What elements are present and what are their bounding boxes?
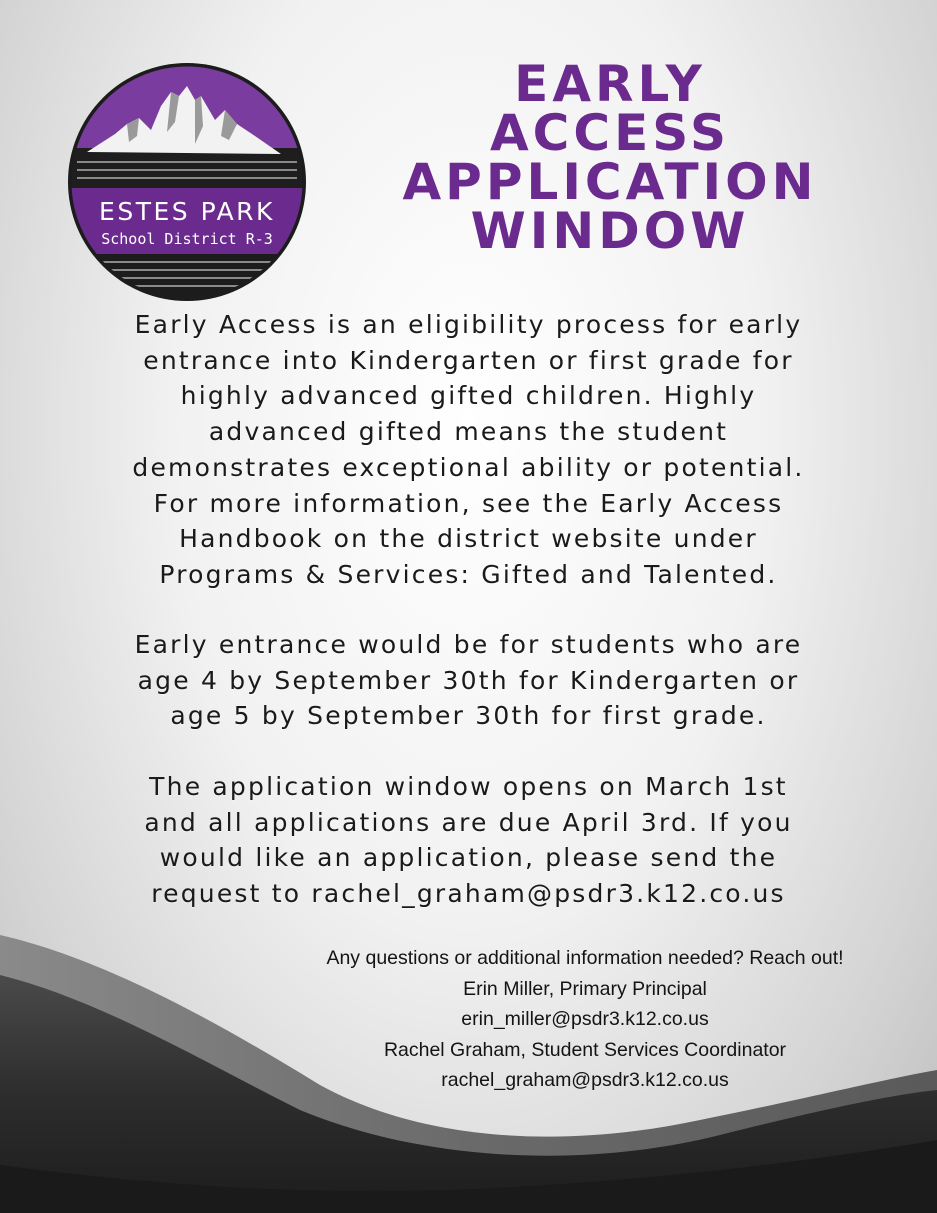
paragraph-line: Early entrance would be for students who are — [134, 630, 803, 659]
paragraph-line: highly advanced gifted children. Highly — [180, 381, 757, 411]
title-line: APPLICATION — [402, 153, 818, 211]
page-title — [330, 55, 890, 260]
title-line: ACCESS — [489, 104, 730, 162]
paragraph-line: entrance into Kindergarten or first grade for — [143, 345, 794, 375]
paragraph-line: age 4 by September 30th for Kindergarten or — [137, 665, 800, 695]
contact-prompt: Any questions or additional information needed? Reach out! — [326, 947, 844, 969]
paragraph-line: and all applications are due April 3rd. If you — [144, 807, 793, 837]
logo-name-line1: ESTES PARK — [99, 197, 275, 226]
paragraph-line: request to rachel_graham@psdr3.k12.co.us — [151, 879, 786, 909]
paragraph-line: Early Access is an eligibility process for early — [134, 310, 803, 339]
district-logo — [67, 62, 307, 302]
contact-block — [255, 943, 915, 1096]
paragraph-line: would like an application, please send the — [159, 843, 778, 873]
paragraph-line: age 5 by September 30th for first grade. — [170, 701, 767, 731]
contact-email[interactable]: erin_miller@psdr3.k12.co.us — [461, 1008, 709, 1030]
title-line: WINDOW — [470, 202, 750, 260]
paragraph-line: Handbook on the district website under — [179, 524, 758, 554]
logo-name-line2: School District R-3 — [101, 230, 273, 248]
paragraph-line: advanced gifted means the student — [208, 417, 729, 447]
age-requirement-paragraph — [70, 627, 867, 734]
paragraph-line: For more information, see the Early Access — [153, 488, 784, 518]
contact-email[interactable]: rachel_graham@psdr3.k12.co.us — [441, 1069, 729, 1091]
contact-name: Erin Miller, Primary Principal — [463, 977, 707, 1000]
title-line: EARLY — [514, 55, 706, 113]
paragraph-line: Programs & Services: Gifted and Talented. — [159, 559, 778, 589]
paragraph-line: demonstrates exceptional ability or potential. — [132, 452, 805, 482]
contact-name: Rachel Graham, Student Services Coordinator — [383, 1038, 787, 1061]
application-window-paragraph — [70, 769, 867, 912]
paragraph-line: The application window opens on March 1st — [149, 772, 788, 801]
eligibility-paragraph — [70, 307, 867, 593]
